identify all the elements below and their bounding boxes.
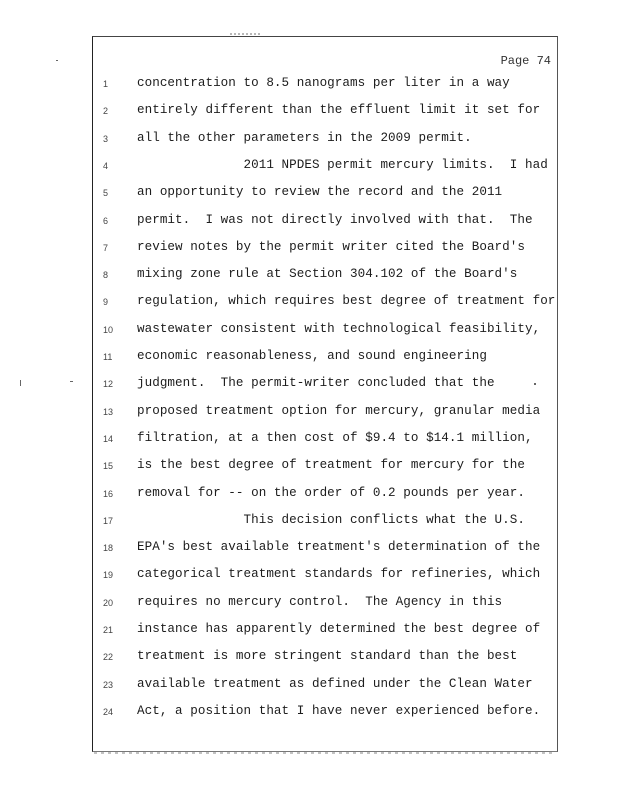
transcript-line [93, 486, 559, 504]
line-number: 14 [103, 433, 114, 444]
transcript-line [93, 349, 559, 367]
line-text: categorical treatment standards for refineries, which [137, 567, 541, 582]
line-text: proposed treatment option for mercury, granular media [137, 403, 541, 418]
line-number: 21 [103, 625, 114, 635]
transcript-line [93, 404, 559, 422]
transcript-line [93, 103, 559, 121]
line-text: requires no mercury control. The Agency in this [137, 594, 503, 609]
line-text: treatment is more stringent standard than the best [137, 649, 518, 664]
line-number: 1 [103, 79, 109, 89]
line-text: review notes by the permit writer cited the Board's [137, 239, 525, 254]
scan-speck [534, 383, 536, 385]
line-number: 2 [103, 106, 109, 117]
line-text: This decision conflicts what the U.S. [137, 512, 525, 527]
line-number: 15 [103, 461, 114, 472]
scan-artifact-bottom [94, 752, 556, 754]
transcript-line [93, 540, 559, 558]
line-text: removal for -- on the order of 0.2 pounds per year. [137, 485, 525, 500]
line-number: 5 [103, 188, 109, 199]
transcript-line [93, 513, 559, 531]
line-text: permit. I was not directly involved with that. The [137, 212, 533, 227]
scan-speck [56, 60, 58, 61]
line-text: regulation, which requires best degree of treatment for [137, 294, 556, 309]
line-text: filtration, at a then cost of $9.4 to $14.1 million, [137, 430, 533, 445]
scan-speck [20, 380, 21, 386]
line-number: 23 [103, 679, 114, 690]
line-text: entirely different than the effluent limit it set for [137, 103, 541, 118]
transcript-line [93, 431, 559, 449]
transcript-line [93, 458, 559, 476]
page-number: Page 74 [500, 54, 551, 68]
scan-speck [70, 381, 73, 382]
scan-artifact-top [230, 33, 260, 35]
line-number: 20 [103, 597, 114, 608]
line-number: 11 [103, 352, 113, 362]
line-text: available treatment as defined under the Clean Water [137, 676, 533, 691]
line-number: 3 [103, 133, 109, 144]
transcript-line [93, 622, 559, 640]
transcript-line [93, 158, 559, 176]
transcript-line [93, 376, 559, 394]
line-text: EPA's best available treatment's determination of the [137, 540, 541, 555]
line-number: 7 [103, 242, 109, 253]
line-number: 12 [103, 379, 114, 390]
line-number: 18 [103, 543, 114, 554]
line-number: 10 [103, 324, 114, 335]
transcript-line [93, 704, 559, 722]
transcript-line [93, 294, 559, 312]
line-text: judgment. The permit-writer concluded that the [137, 376, 495, 391]
line-text: economic reasonableness, and sound engineering [137, 349, 487, 363]
line-text: an opportunity to review the record and the 2011 [137, 185, 503, 200]
transcript-line [93, 595, 559, 613]
line-text: Act, a position that I have never experienced before. [137, 703, 541, 718]
transcript-line [93, 267, 559, 285]
line-number: 8 [103, 270, 109, 281]
transcript-line [93, 567, 559, 585]
line-number: 17 [103, 515, 114, 526]
line-text: is the best degree of treatment for mercury for the [137, 458, 525, 473]
line-number: 16 [103, 488, 114, 499]
line-number: 13 [103, 406, 114, 417]
transcript-line [93, 240, 559, 258]
line-text: concentration to 8.5 nanograms per liter in a way [137, 76, 510, 90]
transcript-line [93, 322, 559, 340]
transcript-page [92, 36, 558, 752]
line-number: 4 [103, 160, 109, 171]
line-text: mixing zone rule at Section 304.102 of the Board's [137, 267, 518, 282]
line-number: 6 [103, 215, 109, 226]
line-number: 9 [103, 297, 109, 308]
line-number: 24 [103, 706, 114, 717]
line-text: instance has apparently determined the best degree of [137, 622, 541, 636]
line-number: 22 [103, 652, 114, 663]
line-number: 19 [103, 570, 114, 581]
transcript-line [93, 76, 559, 94]
line-text: wastewater consistent with technological feasibility, [137, 321, 541, 336]
transcript-line [93, 213, 559, 231]
line-text: 2011 NPDES permit mercury limits. I had [137, 157, 548, 172]
transcript-line [93, 185, 559, 203]
transcript-line [93, 649, 559, 667]
line-text: all the other parameters in the 2009 permit. [137, 130, 472, 145]
transcript-line [93, 677, 559, 695]
transcript-line [93, 131, 559, 149]
